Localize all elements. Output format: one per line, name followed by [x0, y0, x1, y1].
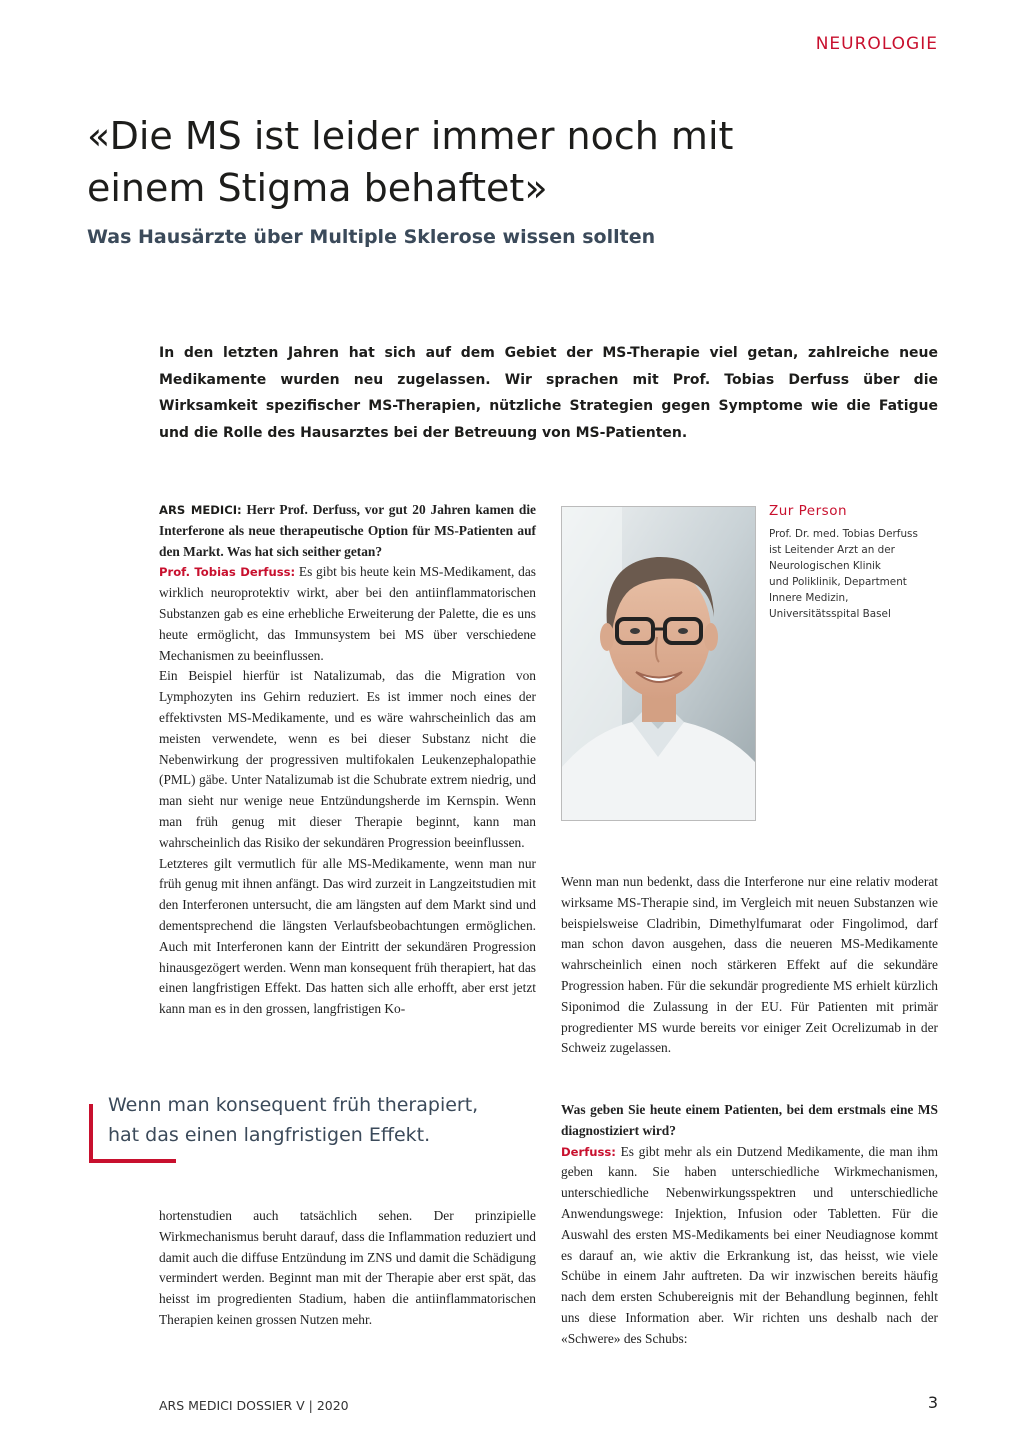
portrait-photo [561, 506, 756, 821]
footer-publication: ARS MEDICI DOSSIER V | 2020 [159, 1398, 349, 1413]
right-column-continued [561, 1100, 938, 1350]
left-column-continued [159, 1206, 536, 1331]
answer-1-paragraph-5: Wenn man nun bedenkt, dass die Interferone nur eine relativ moderat wirksame MS-Therapie sind, im Vergleich mit neuen Substanzen wie beispielsweise Cladribin, Dimethylfumarat oder Fingolimod, darf man schon davon ausgehen, dass die neueren MS-Medikamente wahrscheinlich einen noch stärkeren Effekt auf die sekundäre Progression haben. Für die sekundär progrediente MS erhielt kürzlich Siponimod die Zulassung in der EU. Für Patienten mit primär progredienter MS wurde bereits vor einiger Zeit Ocrelizumab in der Schweiz zugelassen. [561, 874, 938, 1056]
pullquote-bar-vertical [89, 1104, 93, 1163]
person-line: Innere Medizin, [769, 592, 849, 604]
interviewer-label: ARS MEDICI: [159, 503, 242, 517]
pullquote-bar-horizontal [89, 1159, 176, 1163]
person-line: Universitätsspital Basel [769, 608, 891, 620]
person-line: Prof. Dr. med. Tobias Derfuss [769, 528, 918, 540]
question-2: Was geben Sie heute einem Patienten, bei dem erstmals eine MS diagnostiziert wird? [561, 1102, 938, 1138]
title-line-2: einem Stigma behaftet» [87, 166, 548, 210]
answer-1-text: Es gibt bis heute kein MS-Medikament, das wirklich neuroprotektiv wirkt, aber bei den antiinflammatorischen Substanzen gab es eine erhebliche Erweiterung der Palette, die es uns heute ermöglicht, das Immunsystem bei MS über verschiedene Mechanismen zu beeinflussen. [159, 564, 536, 663]
person-box-heading: Zur Person [769, 503, 848, 519]
left-column [159, 500, 536, 1020]
page-number: 3 [927, 1393, 938, 1412]
answer-1-paragraph-3: Letzteres gilt vermutlich für alle MS-Medikamente, wenn man nur früh genug mit ihnen anfängt. Das wird zurzeit in Langzeitstudien mit den Interferonen untersucht, die am längsten auf dem Markt sind und dementsprechend die längsten Verlaufsbeobachtungen ermöglichen. Auch mit Interferonen kann der Eintritt der sekundären Progression hinausgezögert werden. Wenn man konsequent früh therapiert, hat das einen langfristigen Effekt. Das hatten sich alle erhofft, aber erst jetzt kann man es in den grossen, langfristigen Ko- [159, 855, 536, 1017]
pullquote-line-1: Wenn man konsequent früh therapiert, [108, 1094, 479, 1116]
article-subtitle: Was Hausärzte über Multiple Sklerose wissen sollten [87, 226, 656, 248]
answer-2 [561, 1142, 938, 1350]
interviewee-label-short: Derfuss: [561, 1144, 616, 1159]
section-label: NEUROLOGIE [815, 34, 938, 54]
answer-1-paragraph-1 [159, 562, 536, 666]
question-1-text: Herr Prof. Derfuss, vor gut 20 Jahren kamen die Interferone als neue therapeutische Option für MS-Patienten auf den Markt. Was hat sich seither getan? [159, 502, 537, 559]
answer-1-paragraph-2: Ein Beispiel hierfür ist Natalizumab, das die Migration von Lymphozyten ins Gehirn reduziert. Es ist immer noch eines der effektivsten MS-Medikamente, und es wäre wahrscheinlich das am meisten verwendete, wenn es bei dieser Substanz nicht die Nebenwirkung der progressiven multifokalen Leukenzephalopathie (PML) gäbe. Unter Natalizumab ist die Schubrate extrem niedrig, und man sieht nur wenige neue Entzündungsherde im Kernspin. Wenn man früh genug mit dieser Therapie beginnt, kann man wahrscheinlich das Risiko der sekundären Progression beeinflussen. [159, 668, 536, 850]
answer-1-paragraph-4: hortenstudien auch tatsächlich sehen. Der prinzipielle Wirkmechanismus beruht darauf, dass die Inflammation reduziert und damit auch die diffuse Entzündung im ZNS und damit die Schädigung vermindert werden. Beginnt man mit der Therapie aber erst spät, das heisst im progredienten Stadium, haben die antiinflammatorischen Therapien keinen grossen Nutzen mehr. [159, 1208, 536, 1327]
person-line: und Poliklinik, Department [769, 576, 907, 588]
pullquote-line-2: hat das einen langfristigen Effekt. [108, 1124, 431, 1146]
person-line: Neurologischen Klinik [769, 560, 881, 572]
article-title [87, 110, 867, 214]
pullquote [108, 1090, 508, 1150]
question-1 [159, 500, 536, 562]
lead-paragraph: In den letzten Jahren hat sich auf dem Gebiet der MS-Therapie viel getan, zahlreiche neue Medikamente wurden neu zugelassen. Wir sprachen mit Prof. Tobias Derfuss über die Wirksamkeit spezifischer MS-Therapien, nützliche Strategien gegen Symptome wie die Fatigue und die Rolle des Hausarztes bei der Betreuung von MS-Patienten. [159, 345, 938, 441]
person-line: ist Leitender Arzt an der [769, 544, 895, 556]
person-box-text [769, 526, 944, 622]
answer-2-text: Es gibt mehr als ein Dutzend Medikamente, die man ihm geben kann. Sie haben unterschiedliche Wirkmechanismen, unterschiedliche Nebenwirkungsspektren und unterschiedliche Anwendungswege: Injektion, Infusion oder Tabletten. Für die Auswahl des ersten MS-Medikaments bei einer Neudiagnose kommt es darauf an, wie aktiv die Erkrankung ist, das heisst, wie viele Schübe in einem Jahr auftreten. Da wir inzwischen bereits häufig nach dem ersten Schubereignis mit der Behandlung beginnen, fehlt uns diese Information aber. Wir richten uns deshalb nach der «Schwere» des Schubs: [561, 1143, 938, 1346]
right-column [561, 872, 938, 1059]
title-line-1: «Die MS ist leider immer noch mit [87, 114, 734, 158]
interviewee-label: Prof. Tobias Derfuss: [159, 565, 296, 580]
